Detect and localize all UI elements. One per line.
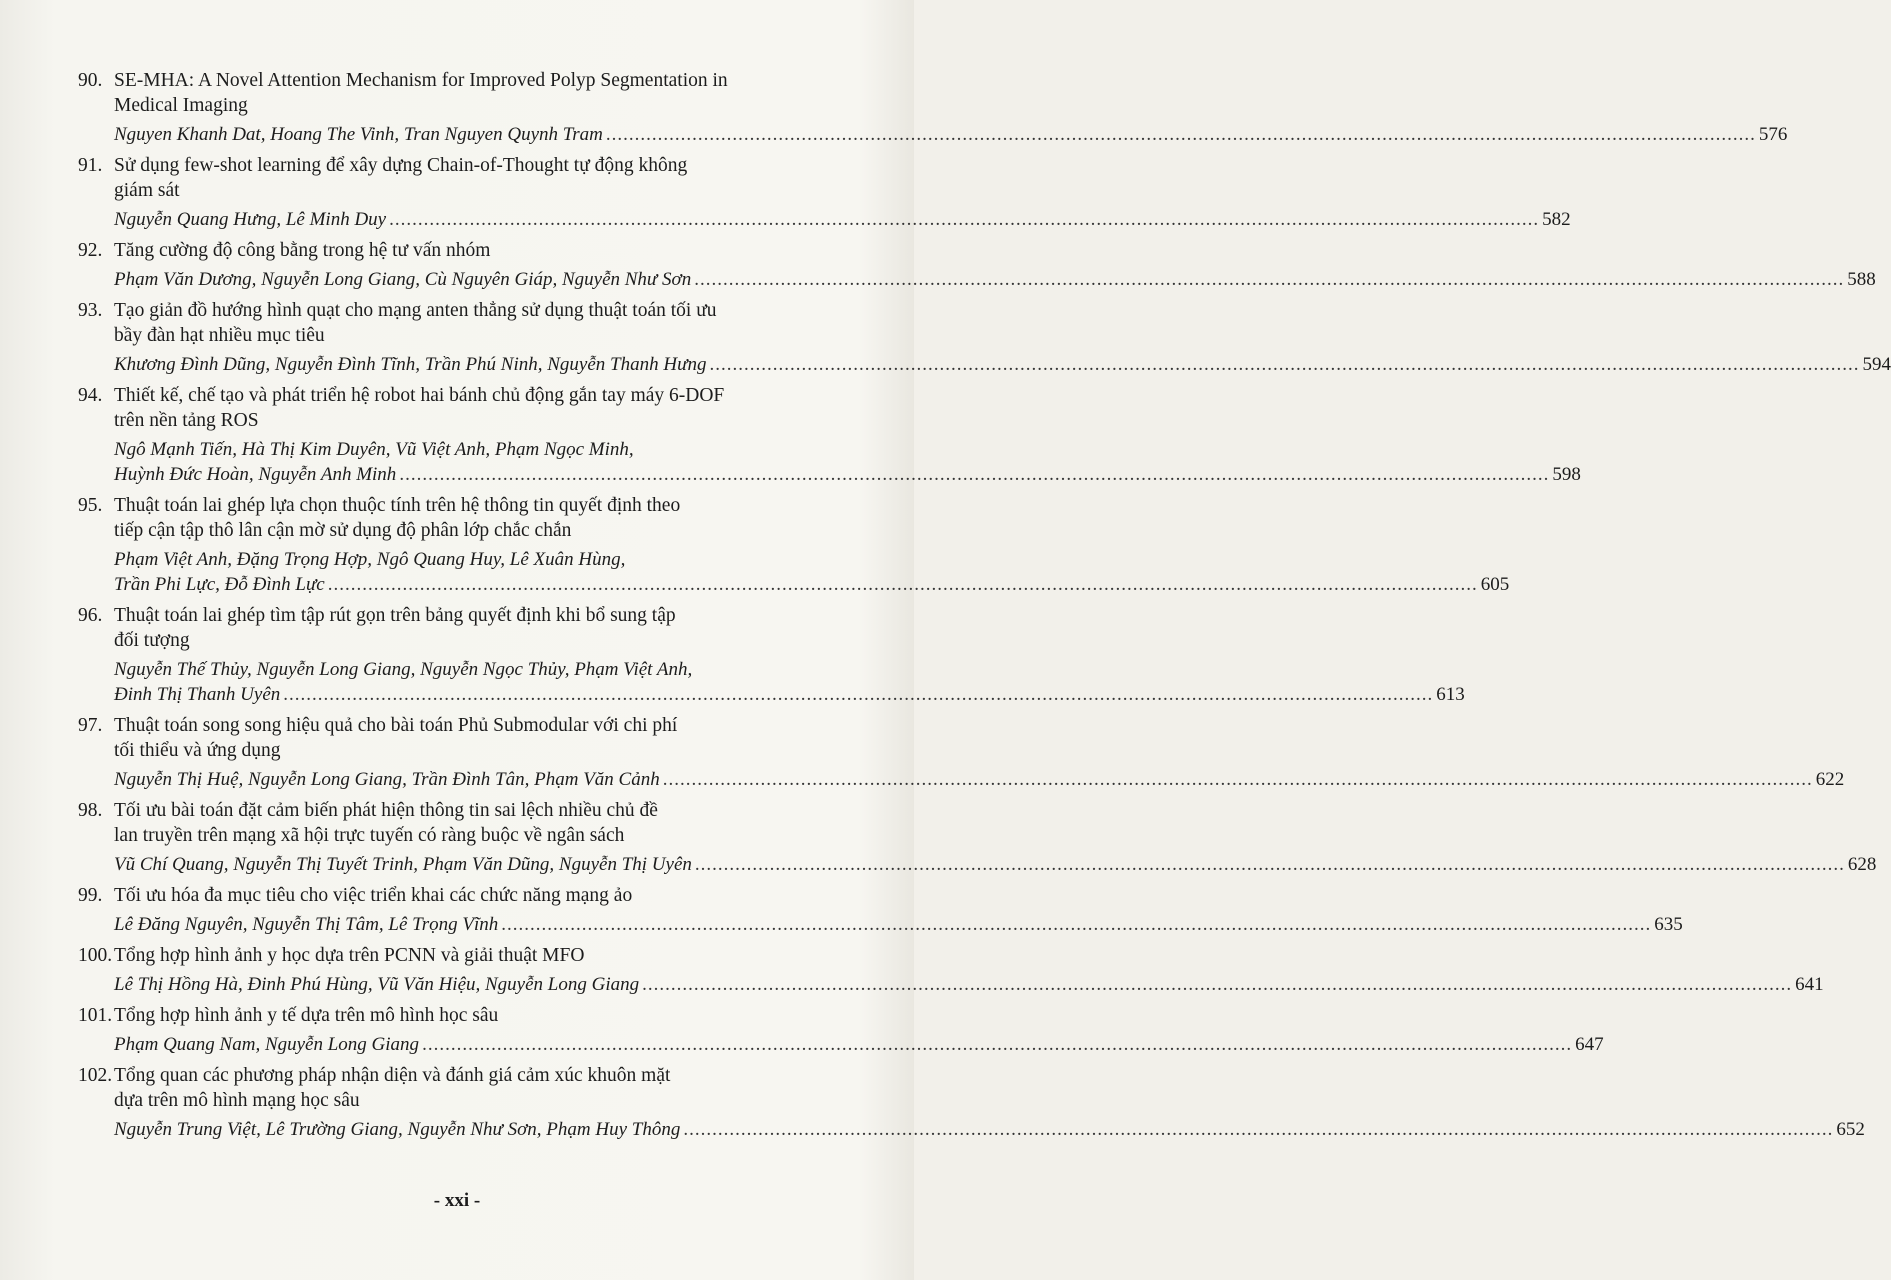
entry-authors xyxy=(78,267,1876,292)
entry-title-line xyxy=(78,883,868,908)
entry-title-line xyxy=(78,1088,868,1113)
entry-title-text: lan truyền trên mạng xã hội trực tuyến có ràng buộc về ngân sách xyxy=(114,825,625,846)
entry-title-text: Thuật toán song song hiệu quả cho bài toán Phủ Submodular với chi phí xyxy=(114,715,678,736)
entry-authors xyxy=(78,352,1891,377)
entry-authors xyxy=(78,437,1581,487)
author-line xyxy=(114,462,1581,487)
toc-entry xyxy=(78,798,1877,877)
dot-leader: ........................................................................................................................................................................................................ xyxy=(327,574,1478,595)
author-names: Khương Đình Dũng, Nguyễn Đình Tĩnh, Trần Phú Ninh, Nguyễn Thanh Hưng xyxy=(114,354,707,375)
dot-leader: ........................................................................................................................................................................................................ xyxy=(422,1034,1573,1055)
entry-title-line xyxy=(78,178,868,203)
dot-leader: ........................................................................................................................................................................................................ xyxy=(709,354,1860,375)
entry-title-text: giám sát xyxy=(114,180,180,201)
entry-title-line xyxy=(78,493,868,518)
entry-number: 90. xyxy=(78,70,103,91)
entry-number: 99. xyxy=(78,885,103,906)
entry-title-text: bầy đàn hạt nhiều mục tiêu xyxy=(114,325,325,346)
author-names: Ngô Mạnh Tiến, Hà Thị Kim Duyên, Vũ Việt Anh, Phạm Ngọc Minh, xyxy=(114,439,634,460)
entry-title-text: trên nền tảng ROS xyxy=(114,410,259,431)
entry-title-line xyxy=(78,628,868,653)
dot-leader: ........................................................................................................................................................................................................ xyxy=(694,269,1845,290)
author-names: Nguyễn Trung Việt, Lê Trường Giang, Nguyễn Như Sơn, Phạm Huy Thông xyxy=(114,1119,681,1140)
entry-title-text: SE-MHA: A Novel Attention Mechanism for Improved Polyp Segmentation in xyxy=(114,70,728,91)
entry-title-text: Thuật toán lai ghép tìm tập rút gọn trên bảng quyết định khi bổ sung tập xyxy=(114,605,676,626)
page-number: 652 xyxy=(1836,1119,1865,1140)
toc-entry xyxy=(78,1003,1604,1057)
page-number: 576 xyxy=(1758,124,1788,145)
entry-title-line xyxy=(78,68,868,93)
author-names: Phạm Quang Nam, Nguyễn Long Giang xyxy=(114,1034,420,1055)
author-line xyxy=(114,682,1465,707)
entry-title-line xyxy=(78,323,868,348)
entry-title-line xyxy=(78,408,868,433)
author-names: Vũ Chí Quang, Nguyễn Thị Tuyết Trinh, Phạm Văn Dũng, Nguyễn Thị Uyên xyxy=(114,854,692,875)
entry-title-line xyxy=(78,823,868,848)
entry-title-line xyxy=(78,153,868,178)
entry-title-text: Thuật toán lai ghép lựa chọn thuộc tính trên hệ thông tin quyết định theo xyxy=(114,495,681,516)
entry-number: 96. xyxy=(78,605,103,626)
page-number: 647 xyxy=(1575,1034,1604,1055)
entry-title-line xyxy=(78,383,868,408)
author-line xyxy=(114,437,868,462)
entry-authors xyxy=(78,767,1845,792)
page-number: 622 xyxy=(1815,769,1845,790)
page-number: 641 xyxy=(1795,974,1824,995)
entry-authors xyxy=(78,122,1788,147)
author-names: Huỳnh Đức Hoàn, Nguyễn Anh Minh xyxy=(114,464,397,485)
author-line xyxy=(114,207,1571,232)
entry-title-line xyxy=(78,943,868,968)
toc-entry xyxy=(78,298,1891,377)
dot-leader: ........................................................................................................................................................................................................ xyxy=(683,1119,1834,1140)
dot-leader: ........................................................................................................................................................................................................ xyxy=(399,464,1550,485)
author-line xyxy=(114,852,1877,877)
author-line xyxy=(114,912,1683,937)
entry-title-text: Sử dụng few-shot learning để xây dựng Chain-of-Thought tự động không xyxy=(114,155,688,176)
toc-entry xyxy=(78,883,1683,937)
page-number: 588 xyxy=(1847,269,1876,290)
entry-title-line xyxy=(78,713,868,738)
table-of-contents xyxy=(78,68,1891,1148)
author-names: Lê Đăng Nguyên, Nguyễn Thị Tâm, Lê Trọng Vĩnh xyxy=(114,914,499,935)
entry-authors xyxy=(78,852,1877,877)
author-line xyxy=(114,572,1510,597)
entry-title-text: Thiết kế, chế tạo và phát triển hệ robot hai bánh chủ động gắn tay máy 6-DOF xyxy=(114,385,725,406)
toc-entry xyxy=(78,713,1845,792)
author-line xyxy=(114,972,1824,997)
author-line xyxy=(114,352,1891,377)
page-number: 594 xyxy=(1862,354,1891,375)
entry-number: 101. xyxy=(78,1005,113,1026)
dot-leader: ........................................................................................................................................................................................................ xyxy=(283,684,1434,705)
entry-title-text: Tổng hợp hình ảnh y tế dựa trên mô hình học sâu xyxy=(114,1005,499,1026)
toc-entry xyxy=(78,238,1876,292)
author-names: Lê Thị Hồng Hà, Đinh Phú Hùng, Vũ Văn Hiệu, Nguyễn Long Giang xyxy=(114,974,640,995)
author-line xyxy=(114,1032,1604,1057)
entry-title-line xyxy=(78,298,868,323)
entry-title-text: Tạo giản đồ hướng hình quạt cho mạng anten thẳng sử dụng thuật toán tối ưu xyxy=(114,300,717,321)
page-number: 613 xyxy=(1436,684,1465,705)
entry-authors xyxy=(78,972,1824,997)
author-line xyxy=(114,767,1845,792)
entry-authors xyxy=(78,912,1683,937)
entry-number: 98. xyxy=(78,800,103,821)
entry-number: 94. xyxy=(78,385,103,406)
author-line xyxy=(114,122,1788,147)
author-names: Đinh Thị Thanh Uyên xyxy=(114,684,281,705)
page-number: 582 xyxy=(1542,209,1571,230)
entry-title-line xyxy=(78,738,868,763)
entry-title-text: đối tượng xyxy=(114,630,190,651)
entry-authors xyxy=(78,1032,1604,1057)
dot-leader: ........................................................................................................................................................................................................ xyxy=(642,974,1793,995)
author-names: Nguyen Khanh Dat, Hoang The Vinh, Tran Nguyen Quynh Tram xyxy=(114,124,603,145)
dot-leader: ........................................................................................................................................................................................................ xyxy=(501,914,1652,935)
entry-title-text: tiếp cận tập thô lân cận mờ sử dụng độ phân lớp chắc chắn xyxy=(114,520,572,541)
dot-leader: ........................................................................................................................................................................................................ xyxy=(662,769,1813,790)
entry-number: 95. xyxy=(78,495,103,516)
author-line xyxy=(114,267,1876,292)
author-line xyxy=(114,1117,1865,1142)
entry-number: 93. xyxy=(78,300,103,321)
entry-title-text: dựa trên mô hình mạng học sâu xyxy=(114,1090,360,1111)
entry-title-text: Tăng cường độ công bằng trong hệ tư vấn nhóm xyxy=(114,240,491,261)
entry-title-text: Medical Imaging xyxy=(114,95,248,116)
entry-title-line xyxy=(78,93,868,118)
entry-number: 97. xyxy=(78,715,103,736)
entry-number: 92. xyxy=(78,240,103,261)
author-line xyxy=(114,657,868,682)
entry-title-text: Tổng quan các phương pháp nhận diện và đánh giá cảm xúc khuôn mặt xyxy=(114,1065,671,1086)
page-number: 628 xyxy=(1847,854,1877,875)
entry-authors xyxy=(78,547,1510,597)
page-number: 598 xyxy=(1552,464,1581,485)
entry-number: 102. xyxy=(78,1065,113,1086)
author-names: Phạm Việt Anh, Đặng Trọng Hợp, Ngô Quang Huy, Lê Xuân Hùng, xyxy=(114,549,626,570)
toc-entry xyxy=(78,68,1788,147)
toc-entry xyxy=(78,603,1465,707)
dot-leader: ........................................................................................................................................................................................................ xyxy=(605,124,1756,145)
toc-entry xyxy=(78,943,1824,997)
dot-leader: ........................................................................................................................................................................................................ xyxy=(694,854,1845,875)
author-names: Phạm Văn Dương, Nguyễn Long Giang, Cù Nguyên Giáp, Nguyễn Như Sơn xyxy=(114,269,692,290)
entry-authors xyxy=(78,657,1465,707)
toc-entry xyxy=(78,1063,1865,1142)
entry-title-line xyxy=(78,238,868,263)
entry-title-line xyxy=(78,798,868,823)
dot-leader: ........................................................................................................................................................................................................ xyxy=(389,209,1540,230)
toc-entry xyxy=(78,383,1581,487)
entry-number: 91. xyxy=(78,155,103,176)
toc-entry xyxy=(78,153,1571,232)
entry-title-text: Tối ưu bài toán đặt cảm biến phát hiện thông tin sai lệch nhiều chủ đề xyxy=(114,800,658,821)
toc-entry xyxy=(78,493,1510,597)
author-names: Nguyễn Quang Hưng, Lê Minh Duy xyxy=(114,209,387,230)
entry-title-line xyxy=(78,518,868,543)
entry-number: 100. xyxy=(78,945,113,966)
page-number: 635 xyxy=(1654,914,1683,935)
author-line xyxy=(114,547,868,572)
page-number: 605 xyxy=(1480,574,1510,595)
page-number-footer: - xxi - xyxy=(433,1190,481,1211)
author-names: Trần Phi Lực, Đỗ Đình Lực xyxy=(114,574,325,595)
entry-title-text: tối thiểu và ứng dụng xyxy=(114,740,281,761)
entry-title-line xyxy=(78,603,868,628)
entry-authors xyxy=(78,1117,1865,1142)
entry-title-line xyxy=(78,1063,868,1088)
entry-title-text: Tối ưu hóa đa mục tiêu cho việc triển khai các chức năng mạng ảo xyxy=(114,885,633,906)
entry-title-text: Tổng hợp hình ảnh y học dựa trên PCNN và giải thuật MFO xyxy=(114,945,585,966)
author-names: Nguyễn Thế Thủy, Nguyễn Long Giang, Nguyễn Ngọc Thủy, Phạm Việt Anh, xyxy=(114,659,693,680)
author-names: Nguyễn Thị Huệ, Nguyễn Long Giang, Trần Đình Tân, Phạm Văn Cảnh xyxy=(114,769,660,790)
entry-title-line xyxy=(78,1003,868,1028)
entry-authors xyxy=(78,207,1571,232)
